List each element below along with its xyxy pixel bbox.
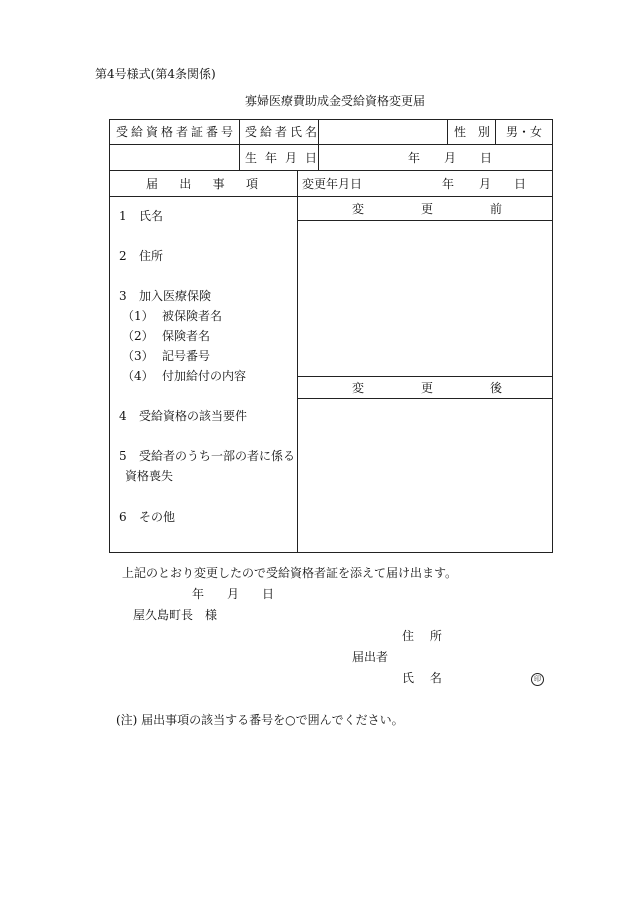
item-number: 6 (119, 510, 127, 524)
item-text: 加入医療保険 (139, 289, 212, 303)
before-header-char: 前 (489, 202, 502, 216)
form-table (109, 119, 553, 553)
submit-date-year: 年 (192, 587, 205, 601)
before-header-char: 更 (420, 202, 433, 216)
seal-icon: 印 (531, 673, 544, 686)
items-header-char: 項 (245, 177, 258, 191)
after-header-line (297, 398, 552, 399)
before-header-line (297, 220, 552, 221)
sub-item-number: （2） (122, 329, 154, 343)
item-text: 住所 (139, 249, 164, 263)
submit-date-month: 月 (227, 587, 240, 601)
dob-day: 日 (480, 151, 493, 165)
cert-number-label: 受給資格者証番号 (116, 125, 237, 139)
item-number: 1 (119, 209, 127, 223)
after-header-char: 後 (489, 381, 502, 395)
after-top-line (297, 376, 552, 377)
form-title: 寡婦医療費助成金受給資格変更届 (245, 94, 426, 108)
row-line-1 (110, 144, 552, 145)
statement: 上記のとおり変更したので受給資格者証を添えて届け出ます。 (122, 566, 458, 580)
col-line-a (239, 120, 240, 170)
items-header-char: 出 (179, 177, 192, 191)
dob-month: 月 (444, 151, 457, 165)
items-header-char: 届 (146, 177, 159, 191)
item-text-continued: 資格喪失 (125, 469, 174, 483)
item-number: 4 (119, 409, 127, 423)
submit-date-day: 日 (262, 587, 275, 601)
item-number: 5 (119, 449, 127, 463)
change-date-day: 日 (514, 177, 527, 191)
items-header (146, 178, 258, 190)
change-date-label: 変更年月日 (302, 177, 363, 191)
item-number: 2 (119, 249, 127, 263)
item-text: 受給者のうち一部の者に係る (139, 449, 296, 463)
sub-item-text: 付加給付の内容 (162, 369, 247, 383)
note: (注) 届出事項の該当する番号を○で囲んでください。 (116, 713, 404, 727)
gender-options: 男・女 (506, 125, 543, 139)
recipient-name-label: 受給者氏名 (245, 125, 321, 139)
gender-label: 性 別 (454, 125, 494, 139)
addressee: 屋久島町長 様 (133, 608, 218, 622)
item-text: その他 (139, 510, 176, 524)
row-line-2 (110, 170, 552, 171)
sub-item-number: （4） (122, 369, 154, 383)
before-header-char: 変 (352, 202, 365, 216)
after-header-char: 変 (352, 381, 365, 395)
items-header-char: 事 (212, 177, 225, 191)
address-label: 住 所 (402, 629, 448, 643)
col-line-c (447, 120, 448, 144)
sub-item-text: 被保険者名 (162, 309, 223, 323)
before-header (352, 203, 502, 215)
row-line-3 (110, 196, 552, 197)
form-number: 第4号様式(第4条関係) (95, 67, 216, 81)
sub-item-number: （3） (122, 349, 154, 363)
after-header-char: 更 (420, 381, 433, 395)
name-label: 氏 名 (402, 671, 448, 685)
col-line-d (495, 120, 496, 144)
sub-item-text: 記号番号 (162, 349, 211, 363)
after-header (352, 382, 502, 394)
item-text: 受給資格の該当要件 (139, 409, 248, 423)
item-number: 3 (119, 289, 127, 303)
col-line-main (297, 170, 298, 552)
sub-item-number: （1） (122, 309, 154, 323)
dob-year: 年 (408, 151, 421, 165)
applicant-label: 届出者 (352, 650, 389, 664)
dob-label: 生年月日 (245, 151, 326, 165)
item-text: 氏名 (139, 209, 164, 223)
change-date-month: 月 (479, 177, 492, 191)
sub-item-text: 保険者名 (162, 329, 211, 343)
seal-mark (531, 671, 544, 686)
change-date-year: 年 (442, 177, 455, 191)
